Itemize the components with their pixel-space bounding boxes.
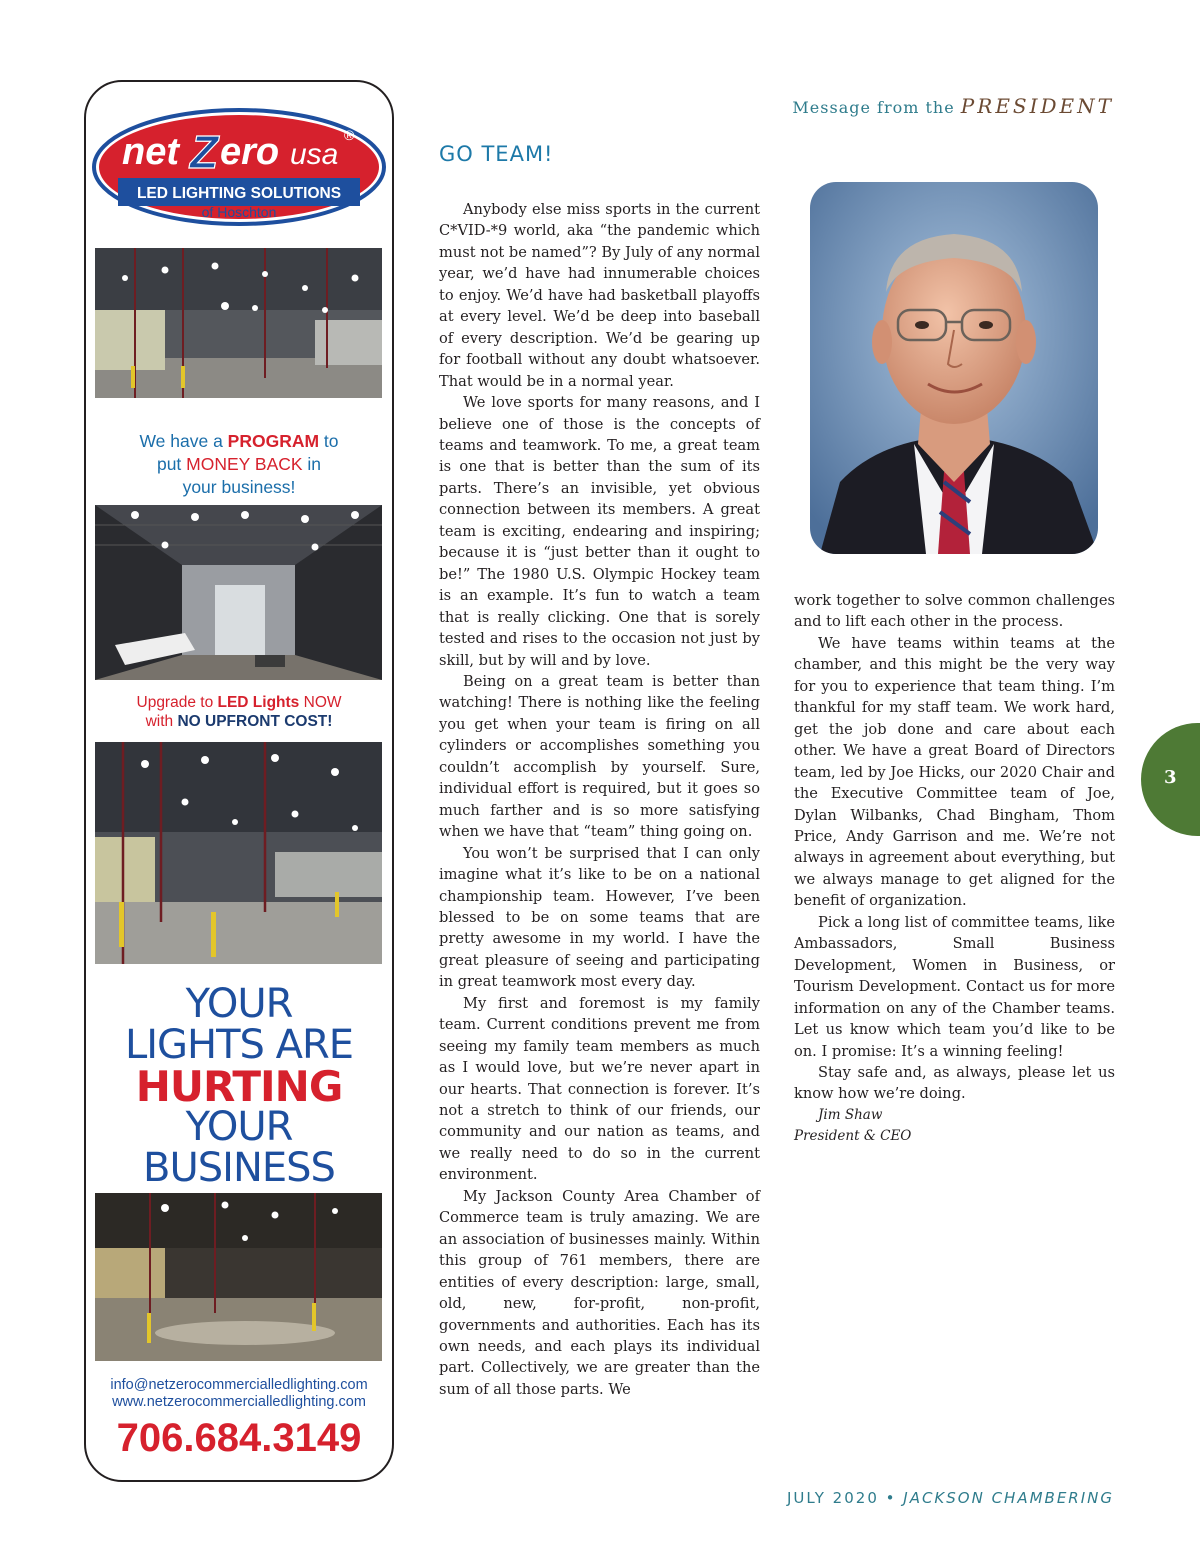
promo-money-back-keyword: MONEY BACK xyxy=(186,454,303,474)
warehouse-photo-4 xyxy=(95,1193,382,1361)
paragraph: Pick a long list of committee teams, like Ambassadors, Small Business Development, Women in Business, or Tourism Development. Contact us for more information on any of the Chamber teams. Let us know which team you’d like to be on. I promise: It’s a winning feeling! xyxy=(794,913,1115,1060)
signature-name: Jim Shaw xyxy=(818,1106,883,1123)
promo-text-part: NOW xyxy=(299,694,342,711)
logo-tagline: LED LIGHTING SOLUTIONS xyxy=(136,185,342,202)
paragraph: Being on a great team is better than watching! There is nothing like the feeling you get when your team is firing on all cylinders or accomplishes something you couldn’t accomplish by yourself. Sure, individual effort is required, but it goes so much farther and is so more satisfying when we have that “team” thing going on. xyxy=(439,672,760,841)
logo-usa: usa xyxy=(290,138,339,171)
promo-text-part: with xyxy=(145,713,178,730)
paragraph: We have teams within teams at the chamber, and this might be the very way for you to experience that team thing. I’m thankful for my staff team. We work hard, get the job done and care about each other. We have a great Board of Directors team, led by Joe Hicks, our 2020 Chair and the Executive Committee team of Joe, Dylan Wilbanks, Chad Bingham, Thom Price, Andy Garrison and me. We’re not always in agreement about everything, but we always manage to get aligned for the benefit of organization. xyxy=(794,634,1115,910)
headline-hurting-word: HURTING xyxy=(135,1062,343,1111)
promo-program-keyword: PROGRAM xyxy=(227,431,320,451)
paragraph: Anybody else miss sports in the current C*VID-*9 world, aka “the pandemic which must not be named”? By July of any normal year, we’d have had innumerable choices to enjoy. We’d have had basketball playoffs at every level. We’d be deep into baseball of every description. We’d be gearing up for football without any doubt whatsoever. That would be in a normal year. xyxy=(439,201,760,390)
section-name: PRESIDENT xyxy=(960,94,1114,118)
article-column-2 xyxy=(794,590,1115,1147)
contact-website[interactable]: www.netzerocommercialledlighting.com xyxy=(112,1394,366,1410)
page-number: 3 xyxy=(1164,767,1177,788)
promo-upgrade-text xyxy=(86,693,392,731)
section-label xyxy=(792,94,1114,118)
logo-location: of Hoschton xyxy=(201,204,277,220)
logo-z: Z xyxy=(190,126,219,178)
section-prefix: Message from the xyxy=(792,98,955,117)
signature xyxy=(794,1105,1115,1147)
warehouse-photo-3 xyxy=(95,742,382,964)
promo-no-cost-keyword: NO UPFRONT COST! xyxy=(177,713,333,730)
contact-info xyxy=(86,1377,392,1411)
signature-title: President & CEO xyxy=(794,1127,912,1144)
page-number-tab xyxy=(1141,723,1200,836)
article-column-1 xyxy=(439,199,760,1400)
headline-line: LIGHTS ARE xyxy=(124,1022,354,1068)
promo-text-part: Upgrade to xyxy=(136,694,218,711)
promo-text-part: in xyxy=(302,454,322,474)
paragraph-continuation: work together to solve common challenges and to lift each other in the process. xyxy=(794,592,1115,631)
promo-text-part: We have a xyxy=(139,431,228,451)
contact-phone: 706.684.3149 xyxy=(116,1416,362,1460)
promo-text-part: to xyxy=(319,431,339,451)
article-title: GO TEAM! xyxy=(439,142,554,166)
president-portrait xyxy=(810,182,1098,554)
contact-email[interactable]: info@netzerocommercialledlighting.com xyxy=(110,1377,368,1393)
paragraph: You won’t be surprised that I can only imagine what it’s like to be on a national championship team. However, I’ve been blessed to be on some teams that are pretty awesome in my world. I have the great pleasure of seeing and participating in great teamwork most every day. xyxy=(439,844,760,991)
warehouse-photo-2 xyxy=(95,505,382,680)
paragraph: My first and foremost is my family team. Current conditions prevent me from seeing my family team members as much as I would love, but we’re never apart in our hearts. That connection is forever. It’s not a stretch to think of our friends, our community and our nation as teams, and we really need to do so in the current environment. xyxy=(439,994,760,1184)
paragraph: Stay safe and, as always, please let us know how we’re doing. xyxy=(794,1063,1115,1103)
promo-text-part: put xyxy=(156,454,187,474)
promo-program-text xyxy=(86,430,392,499)
footer xyxy=(787,1489,1114,1507)
footer-issue: JULY 2020 • xyxy=(786,1489,897,1507)
headline-hurting xyxy=(86,981,392,1191)
netzero-logo xyxy=(92,108,386,226)
promo-led-keyword: LED Lights xyxy=(217,694,300,711)
headline-line: YOUR xyxy=(185,981,293,1027)
headline-line: BUSINESS xyxy=(143,1145,335,1191)
headline-line: YOUR xyxy=(185,1104,293,1150)
netzero-advertisement xyxy=(84,80,394,1482)
footer-publication: JACKSON CHAMBERING xyxy=(903,1489,1114,1507)
paragraph: My Jackson County Area Chamber of Commerce team is truly amazing. We are an association of businesses mainly. Within this group of 761 members, there are entities of every description: large, small, old, new, for-profit, non-profit, governments and authorities. Each has its own needs, and each plays its individual part. Collectively, we are greater than the sum of all those parts. We xyxy=(439,1187,760,1398)
logo-ero: ero xyxy=(220,131,280,173)
warehouse-photo-1 xyxy=(95,248,382,398)
promo-text-part: your business! xyxy=(182,477,296,497)
paragraph: We love sports for many reasons, and I believe one of those is the concepts of teams and teamwork. To me, a great team is one that is better than the sum of its parts. There’s an invisible, yet obvious connection between its members. A great team is exciting, endearing and inspiring; because it is “just better than it ought to be!” The 1980 U.S. Olympic Hockey team is an example. It’s fun to watch a team that is really clicking. One that is sorely tested and rises to the occasion not just by skill, but by will and by love. xyxy=(439,394,760,669)
logo-registered: ® xyxy=(344,127,355,143)
logo-net: net xyxy=(122,131,179,173)
